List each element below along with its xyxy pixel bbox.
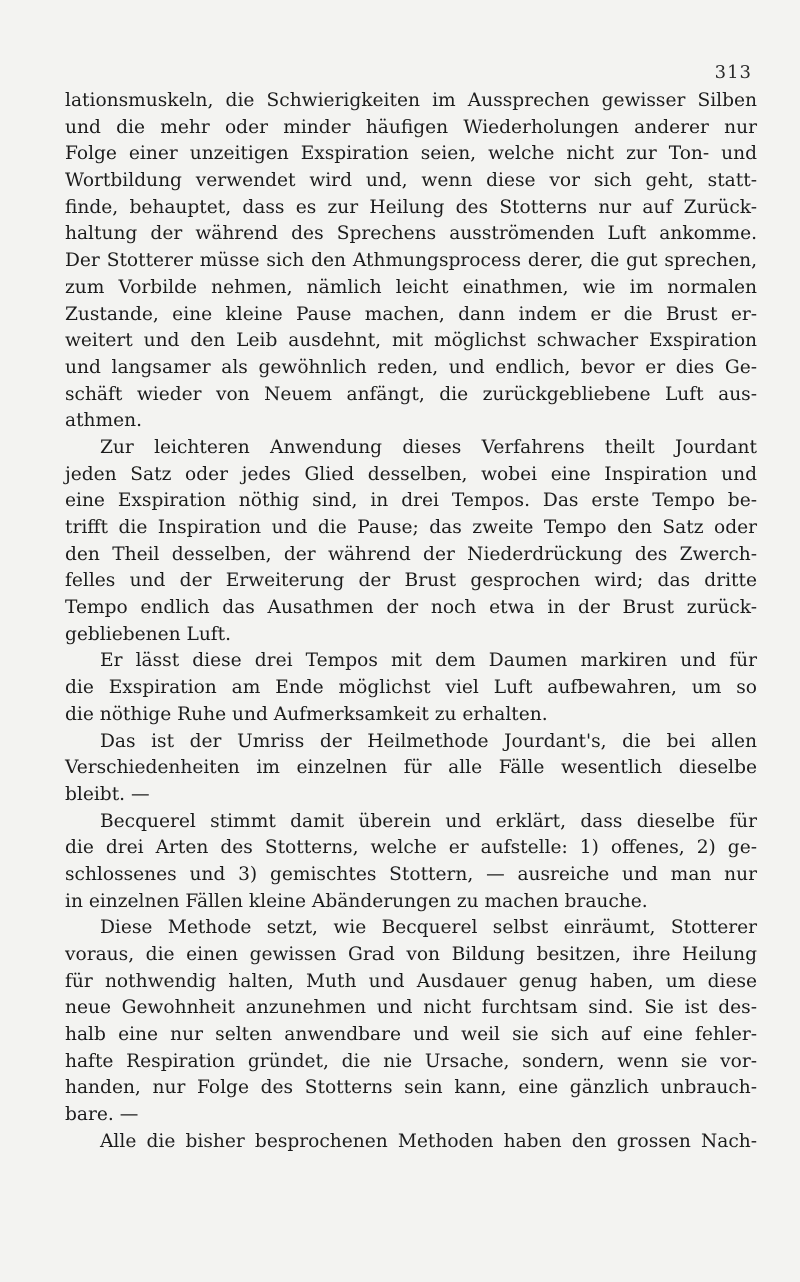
text-line: trifft die Inspiration und die Pause; das zweite Tempo den Satz oder xyxy=(65,517,757,538)
text-line: die nöthige Ruhe und Aufmerksamkeit zu erhalten. xyxy=(65,703,548,725)
text-line: zum Vorbilde nehmen, nämlich leicht einathmen, wie im normalen xyxy=(65,276,757,298)
text-line: die drei Arten des Stotterns, welche er aufstelle: 1) offenes, 2) ge- xyxy=(65,837,757,859)
text-line: felles und der Erweiterung der Brust gesprochen wird; das dritte xyxy=(65,570,757,592)
text-line: und langsamer als gewöhnlich reden, und endlich, bevor er dies Ge- xyxy=(65,356,757,378)
text-line: haltung der während des Sprechens ausströmenden Luft ankomme. xyxy=(65,223,757,245)
text-line: gebliebenen Luft. xyxy=(65,623,232,645)
text-line: Wortbildung verwendet wird und, wenn diese vor sich geht, statt- xyxy=(65,170,757,192)
page-number: 313 xyxy=(714,62,752,83)
text-line: Zustande, eine kleine Pause machen, dann indem er die Brust er- xyxy=(65,303,757,325)
text-line: handen, nur Folge des Stotterns sein kann, eine gänzlich unbrauch- xyxy=(65,1077,757,1099)
text-line: athmen. xyxy=(65,410,143,432)
text-line: die Exspiration am Ende möglichst viel Luft aufbewahren, um so xyxy=(65,677,757,699)
text-line: Das ist der Umriss der Heilmethode Jourdant's, die bei allen xyxy=(100,730,757,752)
text-line: Becquerel stimmt damit überein und erklärt, dass dieselbe für xyxy=(100,810,757,832)
text-line: Der Stotterer müsse sich den Athmungsprocess derer, die gut sprechen, xyxy=(65,250,757,272)
text-line: voraus, die einen gewissen Grad von Bildung besitzen, ihre Heilung xyxy=(65,944,757,965)
text-line: in einzelnen Fällen kleine Abänderungen zu machen brauche. xyxy=(65,890,648,912)
text-line: jeden Satz oder jedes Glied desselben, wobei eine Inspiration und xyxy=(65,463,757,485)
text-line: eine Exspiration nöthig sind, in drei Tempos. Das erste Tempo be- xyxy=(65,490,757,512)
text-line: Alle die bisher besprochenen Methoden haben den grossen Nach- xyxy=(100,1130,757,1152)
text-line: den Theil desselben, der während der Niederdrückung des Zwerch- xyxy=(65,543,757,565)
text-line: neue Gewohnheit anzunehmen und nicht furchtsam sind. Sie ist des- xyxy=(65,997,757,1019)
text-line: halb eine nur selten anwendbare und weil sie sich auf eine fehler- xyxy=(65,1024,757,1046)
text-line: hafte Respiration gründet, die nie Ursache, sondern, wenn sie vor- xyxy=(65,1050,757,1072)
text-line: lationsmuskeln, die Schwierigkeiten im Aussprechen gewisser Silben xyxy=(65,90,757,111)
text-line: und die mehr oder minder häufigen Wiederholungen anderer nur xyxy=(65,116,757,138)
text-line: Verschiedenheiten im einzelnen für alle Fälle wesentlich dieselbe xyxy=(65,757,757,779)
body-text xyxy=(65,88,757,1156)
text-line: Diese Methode setzt, wie Becquerel selbst einräumt, Stotterer xyxy=(100,917,757,939)
text-line: schlossenes und 3) gemischtes Stottern, — ausreiche und man nur xyxy=(65,863,757,885)
text-line: bleibt. — xyxy=(65,783,150,805)
text-line: Folge einer unzeitigen Exspiration seien, welche nicht zur Ton- und xyxy=(65,143,757,165)
text-line: für nothwendig halten, Muth und Ausdauer genug haben, um diese xyxy=(65,970,757,992)
text-line: Er lässt diese drei Tempos mit dem Daumen markiren und für xyxy=(100,650,757,672)
text-line: finde, behauptet, dass es zur Heilung des Stotterns nur auf Zurück- xyxy=(65,196,757,218)
text-line: bare. — xyxy=(65,1104,139,1126)
text-line: weitert und den Leib ausdehnt, mit möglichst schwacher Exspiration xyxy=(65,330,757,352)
text-line: Tempo endlich das Ausathmen der noch etwa in der Brust zurück- xyxy=(65,597,757,619)
text-line: Zur leichteren Anwendung dieses Verfahrens theilt Jourdant xyxy=(100,436,757,458)
text-line: schäft wieder von Neuem anfängt, die zurückgebliebene Luft aus- xyxy=(65,383,757,405)
